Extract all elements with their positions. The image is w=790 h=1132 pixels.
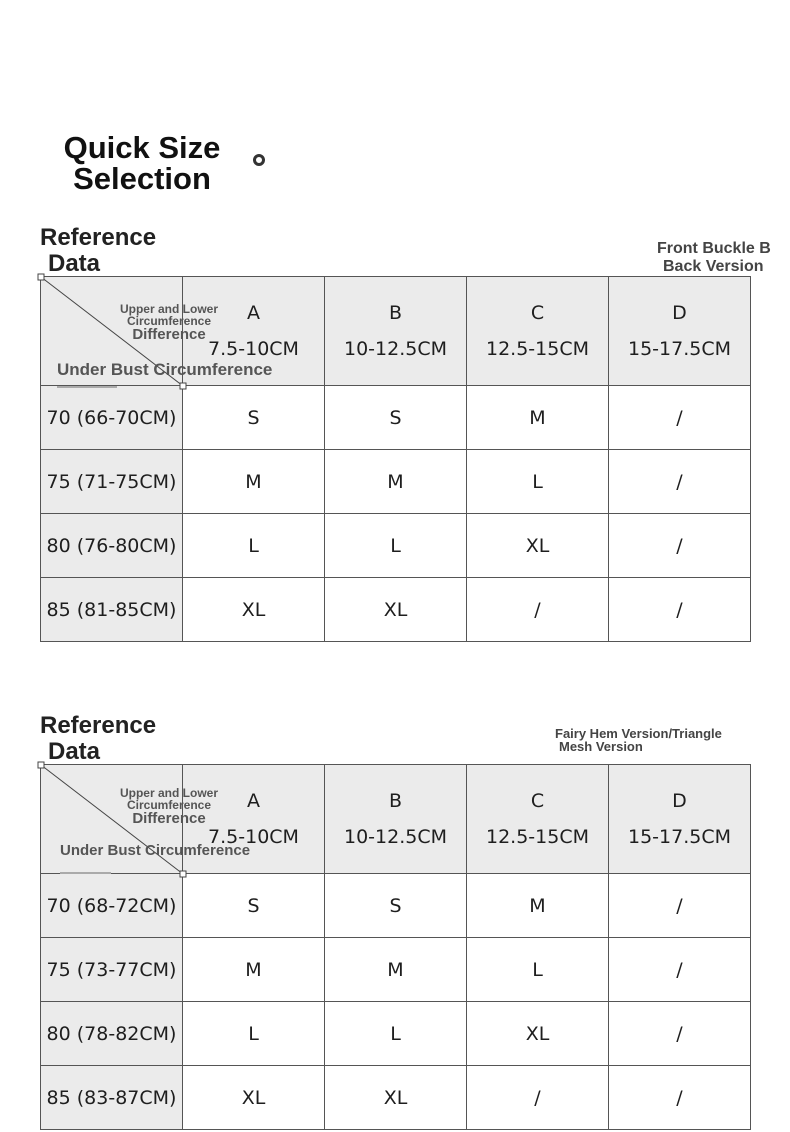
version-label-line1: Fairy Hem Version/Triangle (555, 726, 722, 741)
page-title-line1: Quick Size (63, 130, 221, 165)
table-cell: M (467, 386, 609, 450)
column-range: 15-17.5CM (628, 338, 731, 360)
column-letter: B (388, 790, 403, 812)
corner-top-line3: Difference (132, 326, 206, 343)
table-cell: M (467, 874, 609, 938)
size-chart-table (40, 764, 751, 1130)
table-cell: L (467, 450, 609, 514)
corner-header-cell (41, 765, 251, 874)
table-cell: S (183, 386, 325, 450)
column-letter: B (388, 302, 403, 324)
table-cell: / (609, 514, 751, 578)
row-label: 70 (68-72CM) (41, 874, 183, 938)
corner-top-line1: Upper and Lower (119, 302, 218, 316)
row-label: 85 (81-85CM) (41, 578, 183, 642)
column-letter: D (672, 302, 687, 324)
table-header-row (41, 277, 751, 386)
table-cell: XL (325, 578, 467, 642)
table-cell: / (609, 578, 751, 642)
reference-data-title-line1: Reference (40, 224, 157, 251)
column-header-b (325, 277, 467, 386)
table-cell: / (609, 1002, 751, 1066)
row-label: 75 (71-75CM) (41, 450, 183, 514)
column-range: 12.5-15CM (486, 338, 589, 360)
column-letter: C (530, 790, 545, 812)
column-letter: A (247, 302, 260, 324)
table-cell: XL (183, 578, 325, 642)
table-cell: S (325, 874, 467, 938)
column-range: 15-17.5CM (628, 826, 731, 848)
table-cell: L (325, 514, 467, 578)
column-range: 7.5-10CM (208, 338, 299, 360)
corner-bottom-label: Under Bust Circumference (60, 842, 251, 859)
version-label-line2: Mesh Version (559, 739, 643, 754)
table-row (41, 450, 751, 514)
table-row (41, 386, 751, 450)
table-cell: L (183, 514, 325, 578)
table-cell: L (325, 1002, 467, 1066)
table-cell: XL (325, 1066, 467, 1130)
table-cell: / (467, 1066, 609, 1130)
table-cell: L (467, 938, 609, 1002)
table-row (41, 874, 751, 938)
row-label: 80 (76-80CM) (41, 514, 183, 578)
column-letter: C (530, 302, 545, 324)
table-cell: / (609, 938, 751, 1002)
table-row (41, 1002, 751, 1066)
row-label: 70 (66-70CM) (41, 386, 183, 450)
column-range: 7.5-10CM (208, 826, 299, 848)
table-cell: / (609, 450, 751, 514)
corner-top-label (109, 787, 229, 826)
corner-top-line2: Circumference (126, 798, 212, 812)
column-header-b (325, 765, 467, 874)
column-header-d (609, 765, 751, 874)
table-cell: M (183, 450, 325, 514)
table-row (41, 1066, 751, 1130)
corner-bottom-label: Under Bust Circumference (57, 360, 273, 379)
table-header-row (41, 765, 751, 874)
table-cell: M (325, 938, 467, 1002)
column-range: 12.5-15CM (486, 826, 589, 848)
corner-top-line2: Circumference (126, 314, 212, 328)
table-cell: / (609, 874, 751, 938)
table-cell: S (325, 386, 467, 450)
column-header-d (609, 277, 751, 386)
row-label: 75 (73-77CM) (41, 938, 183, 1002)
row-label: 85 (83-87CM) (41, 1066, 183, 1130)
table-cell: / (609, 386, 751, 450)
reference-data-title (40, 713, 156, 765)
version-label (555, 727, 722, 753)
table-cell: XL (467, 1002, 609, 1066)
table-cell: L (183, 1002, 325, 1066)
corner-top-line3: Difference (132, 810, 206, 827)
table-cell: M (325, 450, 467, 514)
version-label (657, 240, 771, 276)
table-row (41, 578, 751, 642)
corner-top-label (109, 303, 229, 342)
table-cell: S (183, 874, 325, 938)
column-range: 10-12.5CM (344, 826, 447, 848)
page-title-line2: Selection (73, 161, 211, 196)
corner-top-line1: Upper and Lower (119, 786, 218, 800)
ring-icon (253, 154, 265, 166)
table-row (41, 514, 751, 578)
page-title (42, 132, 242, 194)
table-cell: M (183, 938, 325, 1002)
reference-data-title-line2: Data (48, 738, 101, 765)
table-cell: XL (183, 1066, 325, 1130)
reference-data-title (40, 225, 156, 277)
column-header-c (467, 277, 609, 386)
reference-data-title-line1: Reference (40, 712, 157, 739)
column-range: 10-12.5CM (344, 338, 447, 360)
version-label-line2: Back Version (663, 258, 764, 275)
table-row (41, 938, 751, 1002)
row-label: 80 (78-82CM) (41, 1002, 183, 1066)
table-cell: / (609, 1066, 751, 1130)
size-chart-table (40, 276, 751, 642)
reference-data-title-line2: Data (48, 250, 101, 277)
column-header-c (467, 765, 609, 874)
column-letter: D (672, 790, 687, 812)
table-cell: XL (467, 514, 609, 578)
column-letter: A (247, 790, 260, 812)
table-cell: / (467, 578, 609, 642)
version-label-line1: Front Buckle B (657, 240, 771, 257)
